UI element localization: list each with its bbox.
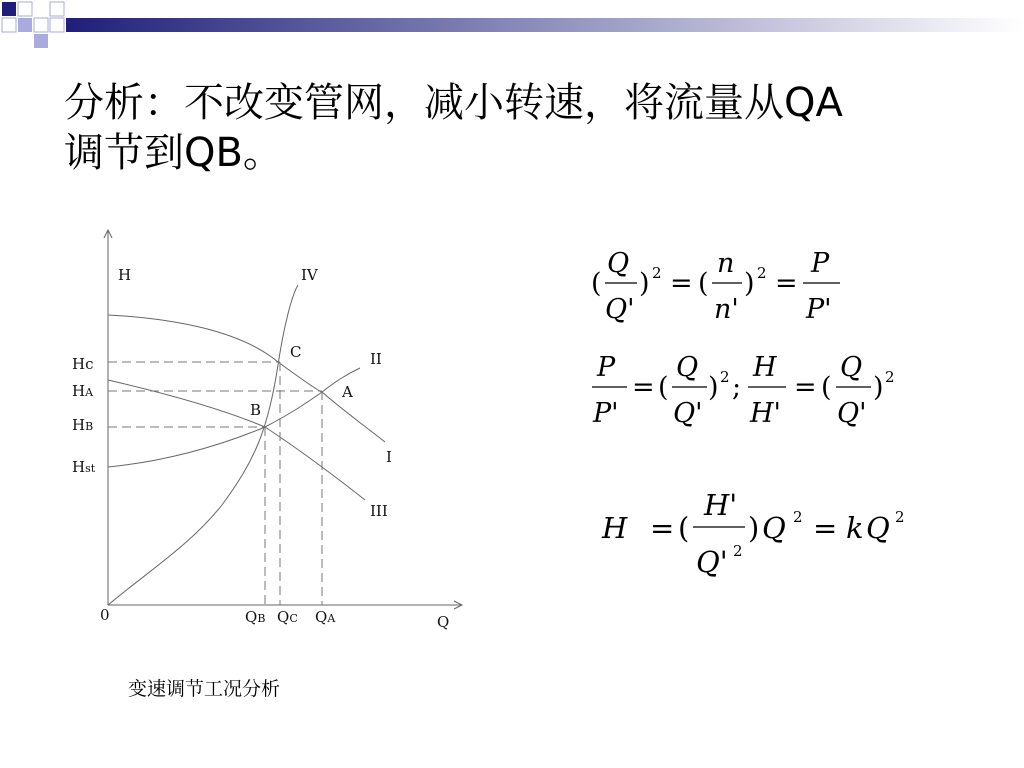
exponent: 2 bbox=[793, 508, 803, 526]
var-q: Q bbox=[676, 352, 699, 383]
equals: = bbox=[794, 372, 817, 403]
deco-square bbox=[2, 18, 16, 32]
var-p: P bbox=[597, 352, 616, 383]
equals: = bbox=[813, 511, 838, 545]
point-label-b: B bbox=[250, 401, 262, 419]
header-decoration bbox=[0, 0, 1024, 50]
paren: ( bbox=[698, 268, 709, 299]
deco-square bbox=[2, 2, 16, 16]
var-q: Q bbox=[607, 248, 630, 279]
curve-i bbox=[108, 315, 385, 442]
paren: ) bbox=[744, 268, 755, 299]
h-tick-hc: Hc bbox=[72, 355, 94, 373]
deco-gradient-bar bbox=[66, 18, 1024, 32]
var-p-prime: P' bbox=[593, 398, 619, 429]
var-h: H bbox=[753, 352, 777, 383]
curve-label-i: I bbox=[386, 448, 392, 466]
var-h: H bbox=[602, 511, 628, 545]
var-k: k bbox=[846, 511, 864, 545]
formula-power-head bbox=[592, 352, 895, 429]
exponent: 2 bbox=[720, 368, 730, 386]
equals: = bbox=[632, 372, 655, 403]
diagram-caption: 变速调节工况分析 bbox=[128, 678, 281, 700]
x-axis-label: Q bbox=[437, 613, 450, 631]
point-label-c: C bbox=[290, 343, 302, 361]
q-tick-qb: QB bbox=[245, 608, 266, 626]
exponent: 2 bbox=[895, 508, 905, 526]
equals: = bbox=[775, 268, 798, 299]
h-tick-hb: HB bbox=[72, 416, 94, 434]
equals: = bbox=[650, 511, 675, 545]
var-q: Q bbox=[866, 511, 890, 545]
deco-square bbox=[34, 34, 48, 48]
var-q: Q bbox=[840, 352, 863, 383]
point-label-a: A bbox=[342, 383, 353, 401]
exponent: 2 bbox=[885, 368, 895, 386]
formula-similar-curve bbox=[601, 488, 905, 579]
var-q: Q bbox=[762, 511, 786, 545]
speed-regulation-diagram bbox=[0, 200, 500, 660]
curve-iii bbox=[108, 380, 365, 500]
paren: ) bbox=[639, 268, 650, 299]
paren: ) bbox=[748, 511, 760, 545]
curve-iv bbox=[108, 285, 298, 605]
paren: ) bbox=[873, 372, 884, 403]
exponent: 2 bbox=[733, 542, 743, 560]
y-axis-label: H bbox=[118, 266, 132, 284]
semicolon: ; bbox=[732, 372, 742, 403]
formula-similarity-law bbox=[591, 248, 832, 325]
exponent: 2 bbox=[757, 264, 767, 282]
var-n-prime: n' bbox=[714, 294, 739, 325]
deco-square bbox=[50, 2, 64, 16]
q-tick-qa: QA bbox=[315, 608, 336, 626]
exponent: 2 bbox=[652, 264, 662, 282]
var-h-prime: H' bbox=[750, 398, 781, 429]
equals: = bbox=[670, 268, 693, 299]
title-line-1: 分析：不改变管网，减小转速，将流量从QA bbox=[64, 80, 843, 126]
deco-square bbox=[18, 18, 32, 32]
deco-square bbox=[18, 2, 32, 16]
var-q-prime: Q' bbox=[673, 398, 703, 429]
curve-label-iii: III bbox=[370, 502, 388, 520]
deco-square bbox=[50, 18, 64, 32]
slide-title bbox=[64, 78, 994, 178]
paren: ) bbox=[708, 372, 719, 403]
formula-block bbox=[575, 232, 935, 592]
curve-label-ii: II bbox=[370, 350, 382, 368]
var-q-prime: Q' bbox=[605, 294, 635, 325]
curve-label-iv: IV bbox=[301, 266, 318, 284]
var-n: n bbox=[717, 248, 735, 279]
q-tick-qc: QC bbox=[277, 608, 298, 626]
title-line-2: 调节到QB。 bbox=[64, 130, 283, 176]
origin-label: 0 bbox=[100, 606, 110, 624]
paren: ( bbox=[678, 511, 690, 545]
deco-square bbox=[34, 18, 48, 32]
paren: ( bbox=[821, 372, 832, 403]
var-q-prime: Q' bbox=[696, 545, 728, 579]
paren: ( bbox=[658, 372, 669, 403]
var-p-prime: P' bbox=[806, 294, 832, 325]
h-tick-ha: HA bbox=[72, 382, 94, 400]
var-q-prime: Q' bbox=[837, 398, 867, 429]
var-h-prime: H' bbox=[704, 488, 738, 522]
var-p: P bbox=[811, 248, 830, 279]
paren: ( bbox=[591, 268, 602, 299]
h-tick-hst: Hst bbox=[72, 458, 96, 476]
